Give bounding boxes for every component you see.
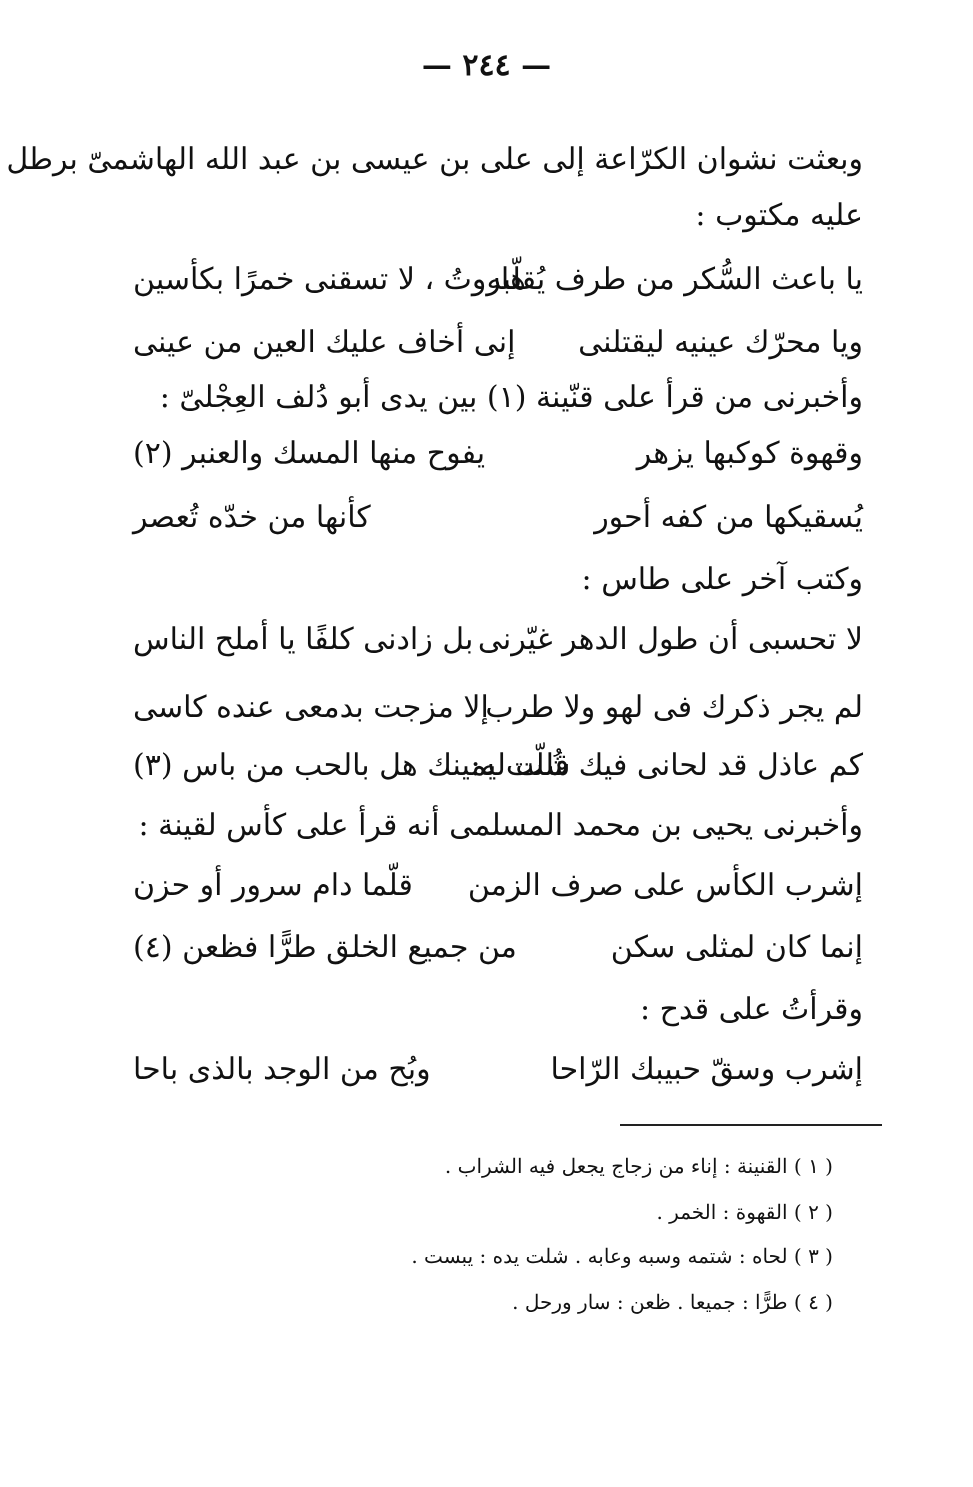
verse-hemistich-first: إنما كان لمثلى سكن (610, 930, 863, 965)
verse-hemistich-first: إشرب الكأس على صرف الزمن (467, 868, 863, 903)
footnote: ( ٤ ) طرًّا : جميعا . ظعن : سار ورحل . (512, 1290, 833, 1314)
verse-hemistich-second: وبُح من الوجد بالذى باحا (133, 1052, 431, 1087)
verse-line (133, 252, 863, 308)
verse-hemistich-second: شُلّت يمينك هل بالحب من باس (٣) (133, 748, 571, 783)
verse-hemistich-second: إنى أخاف عليك العين من عينى (133, 325, 516, 360)
verse-hemistich-second: إلا مزجت بدمعى عنده كاسى (133, 690, 489, 725)
verse-hemistich-second: قلّما دام سرور أو حزن (133, 868, 413, 903)
prose-line: وقرأتُ على قدح : (640, 992, 863, 1027)
verse-line (133, 490, 863, 546)
verse-hemistich-first: كم عاذل قد لحانى فيك قلت له: (470, 748, 863, 783)
verse-hemistich-second: هاروتُ ، لا تسقنى خمرًا بكأسين (133, 262, 526, 297)
verse-hemistich-first: لا تحسبى أن طول الدهر غيّرنى (477, 622, 863, 657)
footnote: ( ٢ ) القهوة : الخمر . (656, 1200, 833, 1224)
verse-line (133, 426, 863, 482)
verse-hemistich-first: يُسقيكها من كفه أحور (594, 500, 863, 535)
verse-hemistich-first: ويا محرّك عينيه ليقتلنى (578, 325, 863, 360)
verse-hemistich-first: إشرب وسقّ حبيبك الرّاحا (550, 1052, 863, 1087)
verse-hemistich-first: لم يجر ذكرك فى لهو ولا طرب (485, 690, 863, 725)
verse-line (133, 1042, 863, 1098)
footnote: ( ١ ) القنينة : إناء من زجاج يجعل فيه الشراب . (444, 1154, 833, 1178)
verse-line (133, 612, 863, 668)
prose-line: وبعثت نشوان الكرّاعة إلى على بن عيسى بن عبد الله الهاشمىّ برطل (6, 142, 863, 177)
verse-line (133, 738, 863, 794)
verse-line (133, 680, 863, 736)
prose-line: عليه مكتوب : (695, 198, 863, 233)
verse-line (133, 920, 863, 976)
footnote-separator (620, 1124, 882, 1126)
verse-hemistich-first: يا باعث السُّكر من طرف يُقلّبه (486, 262, 863, 297)
verse-hemistich-second: من جميع الخلق طرًّا فظعن (٤) (133, 930, 517, 965)
page-number: — ٢٤٤ — (421, 48, 552, 83)
footnote: ( ٣ ) لحاه : شتمه وسبه وعابه . شلت يده : يبست . (411, 1244, 833, 1268)
prose-line: وكتب آخر على طاس : (581, 562, 863, 597)
verse-hemistich-first: وقهوة كوكبها يزهر (636, 436, 863, 471)
prose-line: وأخبرنى يحيى بن محمد المسلمى أنه قرأ على كأس لقينة : (138, 808, 863, 843)
verse-hemistich-second: بل زادنى كلفًا يا أملح الناس (133, 622, 474, 657)
prose-line: وأخبرنى من قرأ على قنّينة (١) بين يدى أبو دُلف العِجْلىّ : (159, 380, 863, 415)
verse-hemistich-second: كأنها من خدّه تُعصر (133, 500, 371, 535)
verse-line (133, 315, 863, 371)
verse-line (133, 858, 863, 914)
verse-hemistich-second: يفوح منها المسك والعنبر (٢) (133, 436, 486, 471)
